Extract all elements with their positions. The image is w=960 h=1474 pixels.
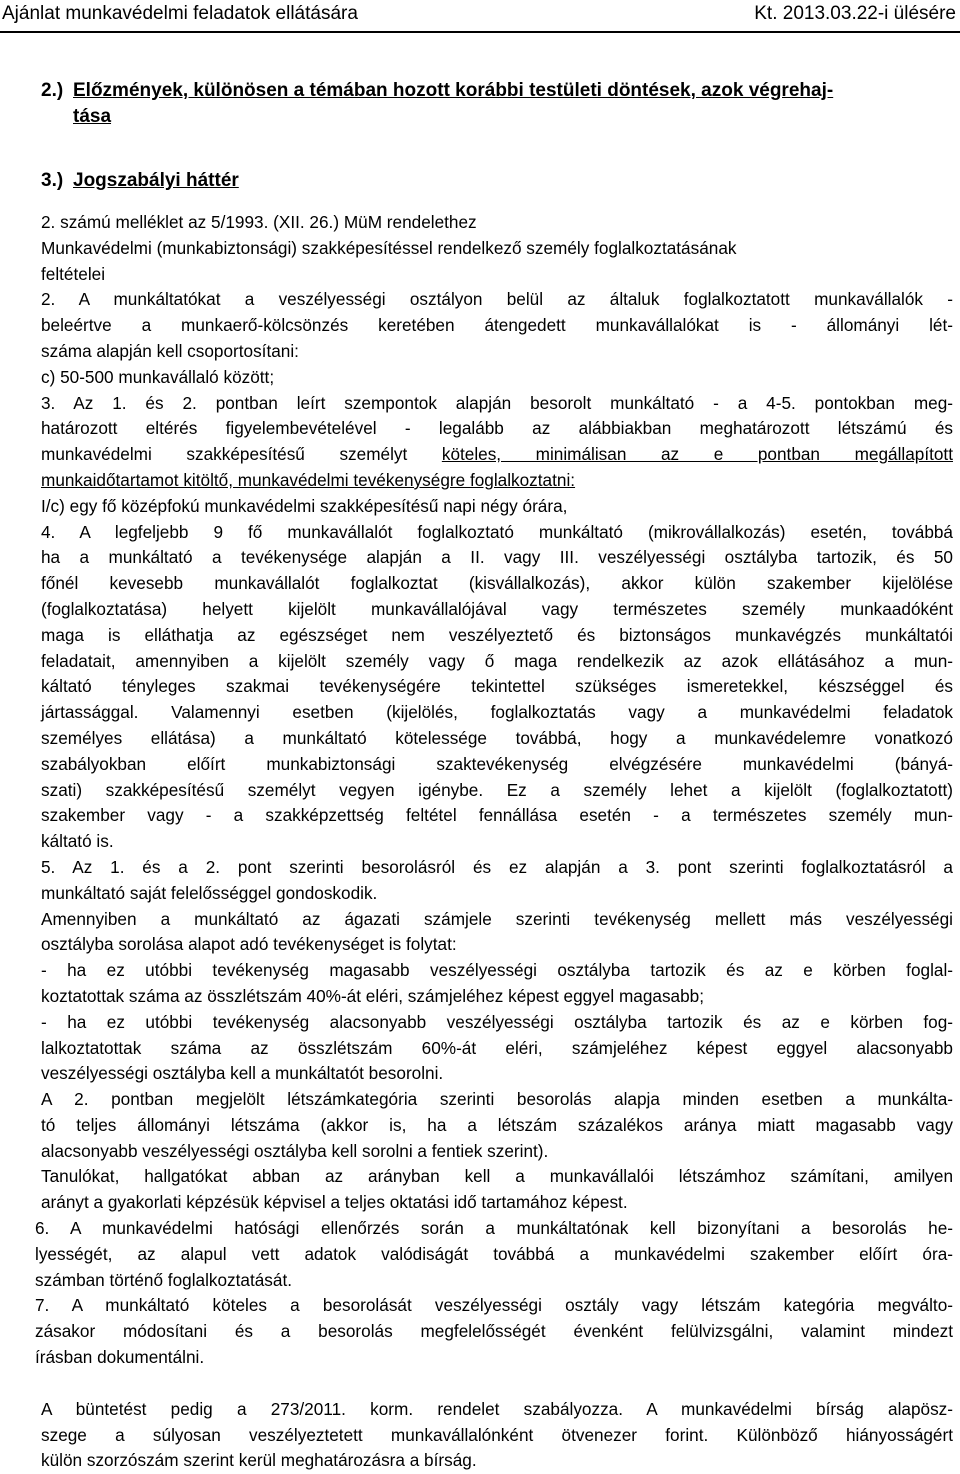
text-line: maga is elláthatja az egészséget nem veszélyeztető és biztonságos munkavégzés munkáltatói — [41, 624, 953, 645]
header-title: Ajánlat munkavédelmi feladatok ellátására — [2, 3, 358, 24]
text-line: - ha ez utóbbi tevékenység magasabb veszélyességi osztályba tartozik és az e körben foglal- — [41, 960, 953, 981]
text-line: lyességét, az alapul vett adatok valódiságát továbbá a munkavédelmi szakember előírt óra- — [35, 1243, 953, 1264]
text-line: A 2. pontban megjelölt létszámkategória szerinti besorolás alapja minden esetben a munkálta- — [41, 1089, 953, 1110]
text-line: főnél kevesebb munkavállalót foglalkoztat (kisvállalkozás), akkor külön szakember kijelölése — [41, 573, 953, 594]
text-line: személyes ellátása) a munkáltató kötelessége továbbá, hogy a munkavédelemre vonatkozó — [41, 727, 953, 748]
text-line: A büntetést pedig a 273/2011. korm. rendelet szabályozza. A munkavédelmi bírság alapösz- — [41, 1398, 953, 1419]
text-line: káltató tényleges szakmai tevékenységére tekintettel szükséges ismeretekkel, készséggel és — [41, 676, 953, 697]
text-line: 7. A munkáltató köteles a besorolását veszélyességi osztály vagy létszám kategória megválto- — [35, 1295, 953, 1316]
text-line: arányt a gyakorlati képzésük képvisel a teljes oktatási idő tartamához képest. — [41, 1192, 628, 1213]
document-body — [35, 210, 953, 1474]
text-line: 5. Az 1. és a 2. pont szerinti besorolásról és ez alapján a 3. pont szerinti foglalkoztatásról a — [41, 856, 953, 877]
text-line: alacsonyabb veszélyességi osztályba kell sorolni a fentiek szerint). — [41, 1140, 549, 1161]
text-line: - ha ez utóbbi tevékenység alacsonyabb veszélyességi osztályba tartozik és az e körben fog- — [41, 1011, 953, 1032]
text-line: osztályba sorolása alapot adó tevékenységet is folytat: — [41, 934, 457, 955]
header-rule — [0, 31, 960, 33]
page-header — [0, 0, 960, 36]
text-line: c) 50-500 munkavállaló között; — [41, 366, 275, 387]
text-line: I/c) egy fő középfokú munkavédelmi szakképesítésű napi négy órára, — [41, 495, 568, 516]
text-line: határozott eltérés figyelembevételével - legalább az alábbiakban meghatározott létszámú és — [41, 418, 953, 439]
header-meeting-date: Kt. 2013.03.22-i ülésére — [754, 3, 956, 24]
text-line: káltató is. — [41, 831, 114, 852]
paragraph-gap — [41, 1371, 953, 1397]
text-line: feladatait, amennyiben a kijelölt személy vagy ő maga rendelkezik az azok ellátásához a mun- — [41, 650, 953, 671]
text-line: szabályokban előírt munkabiztonsági szaktevékenység elvégzésére munkavédelmi (bányá- — [41, 753, 953, 774]
text-line: tó teljes állományi létszáma (akkor is, ha a létszám százalékos aránya miatt magasabb vagy — [41, 1114, 953, 1135]
text-line: Munkavédelmi (munkabiztonsági) szakképesítéssel rendelkező személy foglalkoztatásának — [41, 237, 737, 258]
text-line: jártassággal. Valamennyi esetben (kijelölés, foglalkoztatás vagy a munkavédelmi feladatok — [41, 702, 953, 723]
underlined-text: munkaidőtartamot kitöltő, munkavédelmi tevékenységre foglalkoztatni: — [41, 469, 576, 490]
text-line: szati) szakképesítésű személyt vegyen igénybe. Ez a személy lehet a kijelölt (foglalkoztatott) — [41, 779, 953, 800]
text-line: Amennyiben a munkáltató az ágazati számjele szerinti tevékenység mellett más veszélyességi — [41, 908, 953, 929]
text-line: 4. A legfeljebb 9 fő munkavállalót foglalkoztató munkáltató (mikrovállalkozás) esetén, továbbá — [41, 521, 953, 542]
text-line: lalkoztatottak száma az összlétszám 60%-át eléri, számjeléhez képest eggyel alacsonyabb — [41, 1037, 953, 1058]
text-line: szege a súlyosan veszélyeztetett munkavállalónként ötvenezer forint. Különböző hiányosságért — [41, 1424, 953, 1445]
text-line: külön szorzószám szerint kerül meghatározásra a bírság. — [41, 1450, 477, 1471]
text-line: munkáltató saját felelősséggel gondoskodik. — [41, 882, 378, 903]
text-line: veszélyességi osztályba kell a munkáltatót besorolni. — [41, 1063, 444, 1084]
text-line: számban történő foglalkoztatását. — [35, 1269, 293, 1290]
text-line: Tanulókat, hallgatókat abban az arányban kell a munkavállalói létszámhoz számítani, amilyen — [41, 1166, 953, 1187]
text-line: beleértve a munkaerő-kölcsönzés keretében átengedett munkavállalókat is - állományi lét- — [41, 315, 953, 336]
text-line: ha a munkáltató a tevékenysége alapján a II. vagy III. veszélyességi osztályba tartozik, és 50 — [41, 547, 953, 568]
text-line — [41, 468, 953, 494]
text-line: (foglalkoztatása) helyett kijelölt munkavállalójával vagy természetes személy munkaadóként — [41, 598, 953, 619]
section-number: 2.) — [41, 80, 64, 101]
text-line: 6. A munkavédelmi hatósági ellenőrzés során a munkáltatónak kell bizonyítani a besorolás he- — [35, 1218, 953, 1239]
text-line: 2. A munkáltatókat a veszélyességi osztályon belül az általuk foglalkoztatott munkavállalók - — [41, 289, 953, 310]
section-number: 3.) — [41, 170, 64, 191]
underlined-text: köteles, minimálisan az e pontban megállapított — [441, 444, 953, 465]
text-line: feltételei — [41, 263, 106, 284]
text-line: szakember vagy - a szakképzettség feltétel fennállása esetén - a természetes személy mun- — [41, 805, 953, 826]
text-line: száma alapján kell csoportosítani: — [41, 340, 299, 361]
text-line: munkavédelmi szakképesítésű személyt köteles, minimálisan az e pontban megállapított — [41, 444, 953, 465]
section-title: Előzmények, különösen a témában hozott korábbi testületi döntések, azok végrehaj- tása — [73, 80, 834, 127]
text-line: 3. Az 1. és 2. pontban leírt szempontok alapján besorolt munkáltató - a 4-5. pontokban meg- — [41, 392, 953, 413]
text-line: koztatottak száma az összlétszám 40%-át eléri, számjeléhez képest eggyel magasabb; — [41, 985, 704, 1006]
text-line: írásban dokumentálni. — [35, 1347, 205, 1368]
section-title: Jogszabályi háttér — [73, 170, 239, 191]
text-line: 2. számú melléklet az 5/1993. (XII. 26.) MüM rendelethez — [41, 212, 477, 232]
text-line: zásakor módosítani és a besorolás megfelelősségét évenként felülvizsgálni, valamint mindezt — [35, 1321, 953, 1342]
